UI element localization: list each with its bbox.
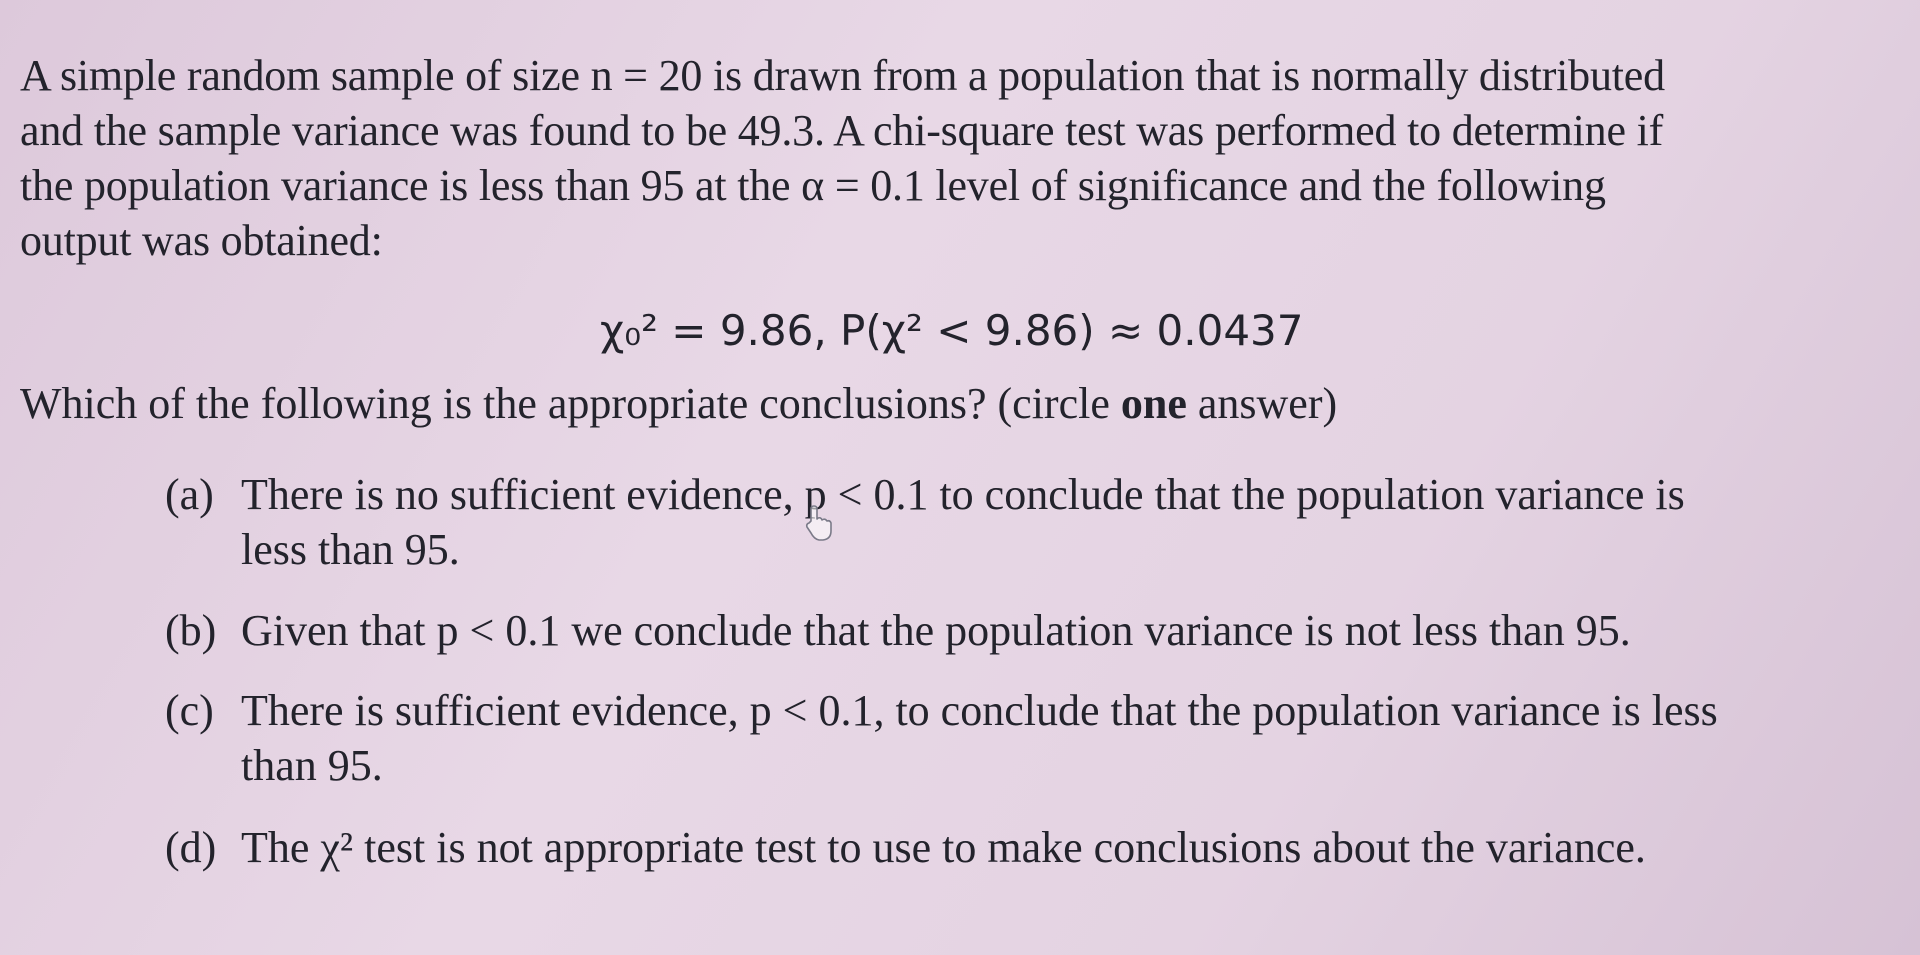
problem-line-3: the population variance is less than 95 at the α = 0.1 level of significance and the following — [20, 161, 1606, 210]
question-text-after: answer) — [1186, 379, 1338, 428]
problem-line-2: and the sample variance was found to be 49.3. A chi-square test was performed to determine if — [20, 106, 1664, 155]
option-a[interactable] — [165, 467, 1885, 577]
option-d[interactable] — [165, 820, 1885, 875]
option-d-label: (d) — [165, 823, 217, 872]
option-a-line-1: There is no sufficient evidence, p < 0.1 to conclude that the population variance is — [241, 470, 1685, 519]
problem-line-4: output was obtained: — [20, 216, 383, 265]
question-prompt — [20, 378, 1337, 429]
option-c-label: (c) — [165, 686, 214, 735]
option-b[interactable] — [165, 603, 1885, 658]
question-text-before: Which of the following is the appropriate conclusions? (circle — [20, 379, 1121, 428]
option-c-line-2: than 95. — [241, 741, 383, 790]
problem-statement — [20, 48, 1890, 268]
question-emphasis: one — [1120, 379, 1187, 428]
problem-line-1: A simple random sample of size n = 20 is drawn from a population that is normally distributed — [20, 51, 1665, 100]
option-b-line-1: Given that p < 0.1 we conclude that the population variance is not less than 95. — [241, 606, 1631, 655]
option-c[interactable] — [165, 683, 1885, 793]
option-b-label: (b) — [165, 606, 217, 655]
option-c-line-1: There is sufficient evidence, p < 0.1, to conclude that the population variance is less — [241, 686, 1718, 735]
option-a-line-2: less than 95. — [241, 525, 460, 574]
option-d-line-1: The χ² test is not appropriate test to use to make conclusions about the variance. — [241, 823, 1646, 872]
option-a-label: (a) — [165, 470, 214, 519]
test-output-formula: χ₀² = 9.86, P(χ² < 9.86) ≈ 0.0437 — [600, 306, 1304, 355]
pointer-cursor-icon — [805, 503, 839, 543]
